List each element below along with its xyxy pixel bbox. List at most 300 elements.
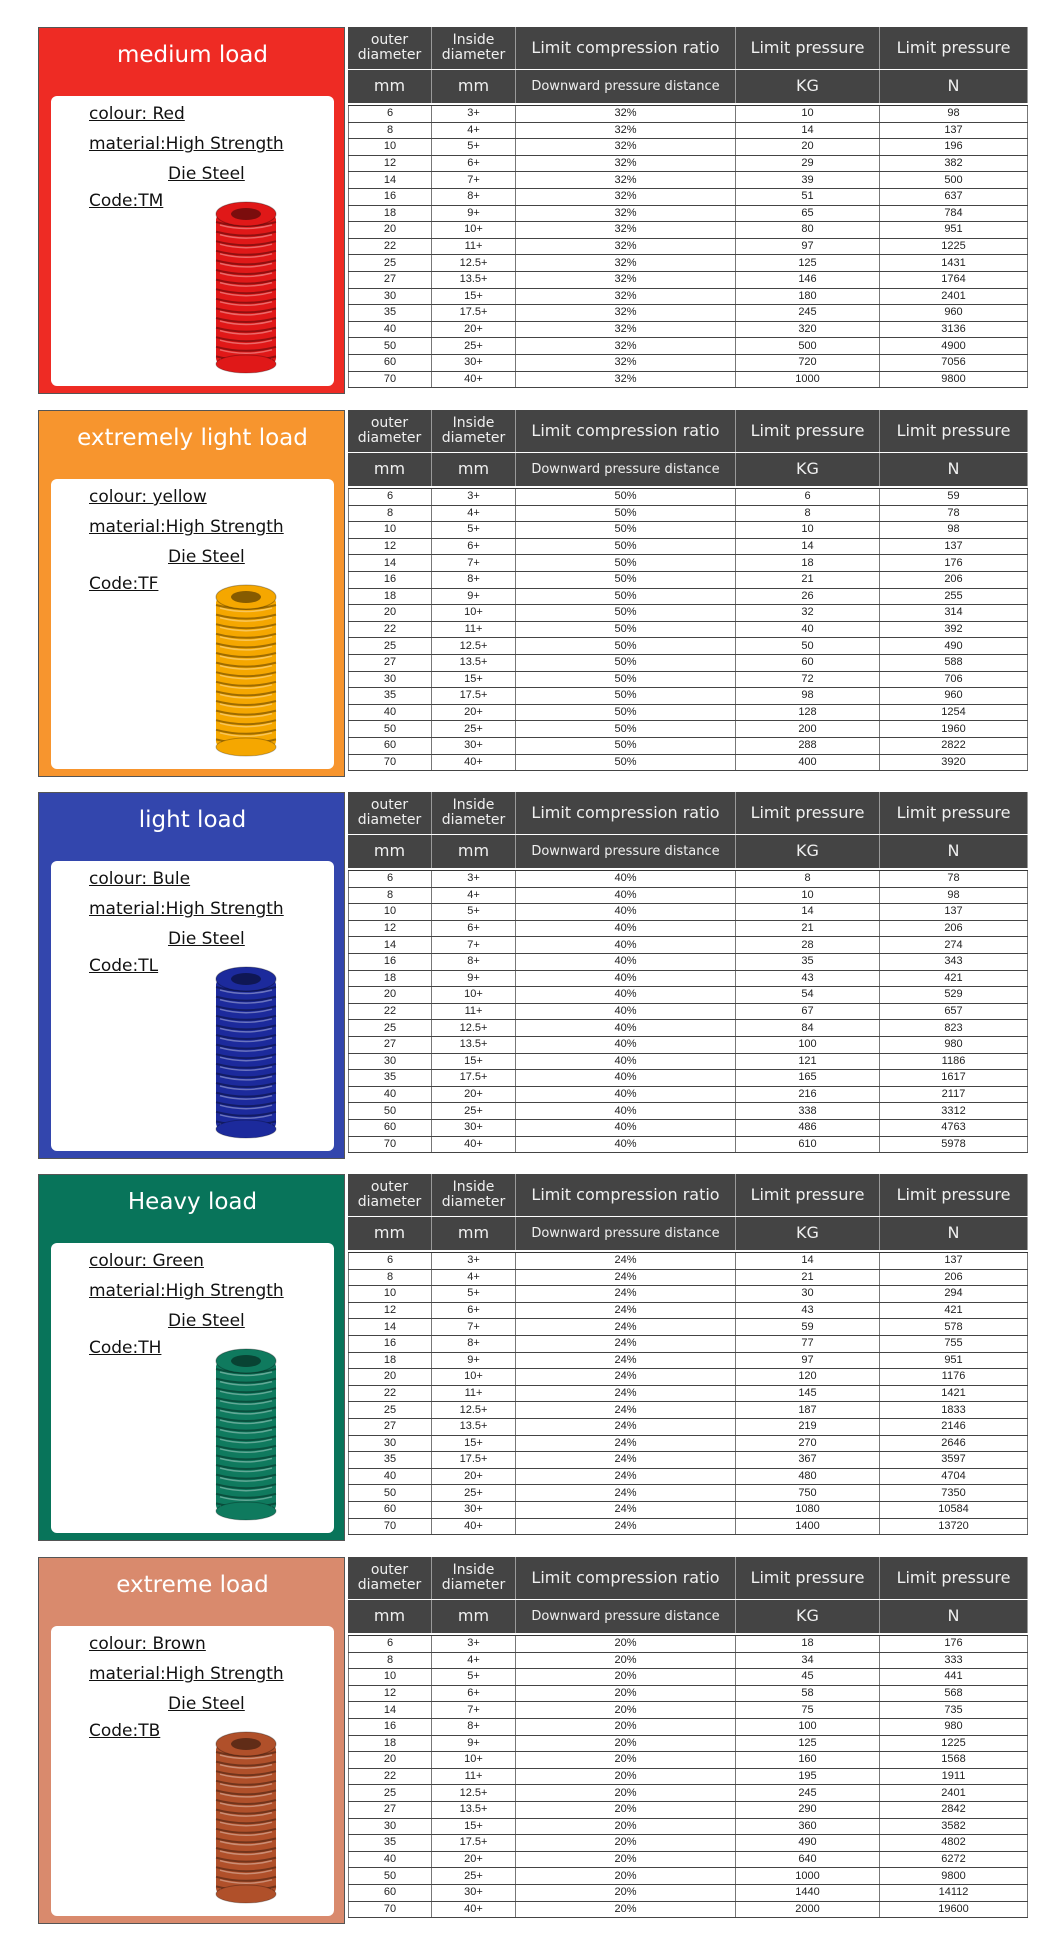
table-row [348, 672, 1028, 689]
spring-image [206, 1347, 286, 1523]
table-cell: 20% [516, 1719, 736, 1735]
table-cell: 32% [516, 355, 736, 371]
table-cell: 1080 [736, 1502, 880, 1518]
table-cell: 568 [880, 1686, 1028, 1702]
table-row [348, 1686, 1028, 1703]
unit-kg-header: KG [736, 453, 880, 486]
table-cell: 176 [880, 1636, 1028, 1652]
inside-diameter-header: Inside diameter [432, 1557, 516, 1599]
table-row [348, 338, 1028, 355]
table-row [348, 1752, 1028, 1769]
table-cell: 3312 [880, 1103, 1028, 1119]
table-cell: 35 [736, 954, 880, 970]
table-row [348, 1519, 1028, 1536]
table-cell: 145 [736, 1386, 880, 1402]
limit-compression-ratio-header: Limit compression ratio [516, 792, 736, 834]
table-cell: 30+ [432, 1885, 516, 1901]
table-row [348, 506, 1028, 523]
table-cell: 441 [880, 1669, 1028, 1685]
table-row [348, 1785, 1028, 1802]
table-cell: 32% [516, 172, 736, 188]
table-row [348, 937, 1028, 954]
table-cell: 40+ [432, 1519, 516, 1535]
table-cell: 24% [516, 1469, 736, 1485]
table-row [348, 239, 1028, 256]
table-row [348, 904, 1028, 921]
table-cell: 25+ [432, 721, 516, 737]
spring-info-card [51, 96, 334, 386]
table-cell: 35 [348, 1835, 432, 1851]
table-row [348, 1120, 1028, 1137]
table-cell: 7+ [432, 172, 516, 188]
table-cell: 78 [880, 871, 1028, 887]
table-cell: 10 [736, 106, 880, 122]
table-cell: 14 [736, 1253, 880, 1269]
table-row [348, 106, 1028, 123]
limit-compression-ratio-header: Limit compression ratio [516, 1174, 736, 1216]
table-cell: 24% [516, 1402, 736, 1418]
table-cell: 13.5+ [432, 1802, 516, 1818]
table-row [348, 589, 1028, 606]
table-cell: 360 [736, 1819, 880, 1835]
table-cell: 200 [736, 721, 880, 737]
spring-info-panel [38, 410, 345, 777]
table-cell: 120 [736, 1369, 880, 1385]
table-cell: 4704 [880, 1469, 1028, 1485]
table-cell: 54 [736, 987, 880, 1003]
table-row [348, 1636, 1028, 1653]
table-row [348, 1835, 1028, 1852]
table-cell: 32% [516, 106, 736, 122]
inside-diameter-header: Inside diameter [432, 792, 516, 834]
table-cell: 7350 [880, 1485, 1028, 1501]
table-cell: 486 [736, 1120, 880, 1136]
table-row [348, 1769, 1028, 1786]
unit-ratio-header: Downward pressure distance [516, 1600, 736, 1633]
table-row [348, 1270, 1028, 1287]
load-type-title: Heavy load [127, 1189, 258, 1215]
table-row [348, 971, 1028, 988]
table-cell: 32% [516, 156, 736, 172]
table-cell: 314 [880, 605, 1028, 621]
table-cell: 30+ [432, 738, 516, 754]
table-cell: 20% [516, 1785, 736, 1801]
limit-pressure-n-header: Limit pressure [880, 1557, 1028, 1599]
table-cell: 97 [736, 239, 880, 255]
table-cell: 16 [348, 954, 432, 970]
table-cell: 50% [516, 506, 736, 522]
table-cell: 637 [880, 189, 1028, 205]
table-cell: 20 [736, 139, 880, 155]
table-cell: 10 [348, 139, 432, 155]
table-cell: 14 [348, 937, 432, 953]
table-cell: 11+ [432, 239, 516, 255]
table-cell: 25+ [432, 1485, 516, 1501]
table-cell: 6 [736, 489, 880, 505]
spring-image [206, 1730, 286, 1906]
table-row [348, 1070, 1028, 1087]
table-cell: 40% [516, 937, 736, 953]
table-row [348, 322, 1028, 339]
table-cell: 30 [348, 289, 432, 305]
table-cell: 5+ [432, 904, 516, 920]
table-cell: 12 [348, 1303, 432, 1319]
table-cell: 50 [348, 1868, 432, 1884]
table-row [348, 222, 1028, 239]
spring-section [38, 1174, 1028, 1541]
colour-line: colour: yellow [89, 487, 207, 507]
table-cell: 40% [516, 904, 736, 920]
table-row [348, 1819, 1028, 1836]
table-cell: 50% [516, 589, 736, 605]
unit-kg-header: KG [736, 1217, 880, 1250]
table-cell: 50 [348, 338, 432, 354]
table-cell: 8 [736, 871, 880, 887]
table-cell: 338 [736, 1103, 880, 1119]
table-cell: 40+ [432, 372, 516, 388]
table-cell: 9+ [432, 589, 516, 605]
unit-inside-header: mm [432, 1217, 516, 1250]
table-cell: 1176 [880, 1369, 1028, 1385]
table-cell: 10584 [880, 1502, 1028, 1518]
table-cell: 30 [736, 1286, 880, 1302]
table-cell: 17.5+ [432, 1835, 516, 1851]
table-cell: 1440 [736, 1885, 880, 1901]
table-cell: 750 [736, 1485, 880, 1501]
table-cell: 72 [736, 672, 880, 688]
table-cell: 421 [880, 1303, 1028, 1319]
table-cell: 35 [348, 1452, 432, 1468]
colour-line: colour: Green [89, 1251, 204, 1271]
table-cell: 18 [348, 589, 432, 605]
table-cell: 32% [516, 139, 736, 155]
table-cell: 10+ [432, 1752, 516, 1768]
table-row [348, 1336, 1028, 1353]
table-cell: 20% [516, 1669, 736, 1685]
table-row [348, 1702, 1028, 1719]
die-steel-line: Die Steel [168, 1694, 245, 1714]
table-cell: 9800 [880, 372, 1028, 388]
table-cell: 1911 [880, 1769, 1028, 1785]
table-cell: 6+ [432, 921, 516, 937]
table-cell: 30 [348, 1819, 432, 1835]
table-cell: 50% [516, 572, 736, 588]
table-row [348, 1253, 1028, 1270]
table-cell: 14 [348, 172, 432, 188]
table-cell: 1186 [880, 1054, 1028, 1070]
table-cell: 8 [348, 123, 432, 139]
table-cell: 1400 [736, 1519, 880, 1535]
table-cell: 21 [736, 1270, 880, 1286]
table-cell: 27 [348, 1037, 432, 1053]
table-cell: 40% [516, 1137, 736, 1153]
table-row [348, 1137, 1028, 1154]
table-cell: 20% [516, 1885, 736, 1901]
table-row [348, 954, 1028, 971]
table-cell: 16 [348, 572, 432, 588]
table-cell: 20% [516, 1852, 736, 1868]
table-cell: 20 [348, 1752, 432, 1768]
table-cell: 51 [736, 189, 880, 205]
table-cell: 20% [516, 1636, 736, 1652]
unit-kg-header: KG [736, 70, 880, 103]
table-cell: 500 [880, 172, 1028, 188]
table-cell: 27 [348, 655, 432, 671]
table-cell: 45 [736, 1669, 880, 1685]
table-row [348, 1736, 1028, 1753]
table-row [348, 172, 1028, 189]
table-row [348, 1852, 1028, 1869]
table-row [348, 1868, 1028, 1885]
limit-pressure-n-header: Limit pressure [880, 27, 1028, 69]
table-cell: 24% [516, 1336, 736, 1352]
table-cell: 60 [348, 1120, 432, 1136]
table-cell: 13.5+ [432, 1419, 516, 1435]
outer-diameter-header: outer diameter [348, 1557, 432, 1599]
table-cell: 2000 [736, 1902, 880, 1918]
table-cell: 32% [516, 255, 736, 271]
table-cell: 12.5+ [432, 255, 516, 271]
table-row [348, 305, 1028, 322]
table-row [348, 755, 1028, 772]
table-cell: 24% [516, 1303, 736, 1319]
table-cell: 25+ [432, 1103, 516, 1119]
spring-info-card [51, 1243, 334, 1533]
table-cell: 13.5+ [432, 1037, 516, 1053]
table-row [348, 655, 1028, 672]
table-cell: 206 [880, 572, 1028, 588]
table-cell: 20% [516, 1802, 736, 1818]
table-cell: 16 [348, 189, 432, 205]
table-cell: 15+ [432, 1436, 516, 1452]
table-cell: 32% [516, 206, 736, 222]
table-row [348, 572, 1028, 589]
table-row [348, 605, 1028, 622]
code-line: Code:TL [89, 956, 159, 976]
table-row [348, 888, 1028, 905]
table-cell: 78 [880, 506, 1028, 522]
table-cell: 4+ [432, 123, 516, 139]
table-cell: 40+ [432, 755, 516, 771]
table-cell: 24% [516, 1519, 736, 1535]
table-cell: 14 [736, 539, 880, 555]
table-row [348, 871, 1028, 888]
table-cell: 25+ [432, 1868, 516, 1884]
spring-info-panel [38, 1557, 345, 1924]
table-cell: 32% [516, 239, 736, 255]
table-cell: 10+ [432, 987, 516, 1003]
table-cell: 8 [348, 1270, 432, 1286]
material-line: material:High Strength [89, 1281, 284, 1301]
table-row [348, 1452, 1028, 1469]
table-cell: 8 [348, 888, 432, 904]
table-cell: 15+ [432, 289, 516, 305]
unit-inside-header: mm [432, 835, 516, 868]
table-cell: 1000 [736, 372, 880, 388]
table-cell: 784 [880, 206, 1028, 222]
table-row [348, 189, 1028, 206]
table-cell: 1431 [880, 255, 1028, 271]
table-cell: 3+ [432, 871, 516, 887]
table-cell: 12 [348, 156, 432, 172]
table-cell: 5+ [432, 1286, 516, 1302]
table-cell: 10 [736, 888, 880, 904]
die-steel-line: Die Steel [168, 929, 245, 949]
table-cell: 30+ [432, 1120, 516, 1136]
die-steel-line: Die Steel [168, 1311, 245, 1331]
table-cell: 30 [348, 672, 432, 688]
table-cell: 20+ [432, 1087, 516, 1103]
table-cell: 5978 [880, 1137, 1028, 1153]
unit-ratio-header: Downward pressure distance [516, 70, 736, 103]
table-row [348, 1885, 1028, 1902]
table-cell: 320 [736, 322, 880, 338]
table-cell: 490 [736, 1835, 880, 1851]
table-cell: 70 [348, 1902, 432, 1918]
table-cell: 245 [736, 1785, 880, 1801]
table-cell: 480 [736, 1469, 880, 1485]
inside-diameter-header: Inside diameter [432, 410, 516, 452]
table-cell: 30 [348, 1054, 432, 1070]
table-cell: 20% [516, 1752, 736, 1768]
table-cell: 1000 [736, 1868, 880, 1884]
table-cell: 70 [348, 755, 432, 771]
table-cell: 18 [348, 1736, 432, 1752]
unit-outer-header: mm [348, 835, 432, 868]
table-row [348, 555, 1028, 572]
table-cell: 6 [348, 106, 432, 122]
material-line: material:High Strength [89, 1664, 284, 1684]
table-cell: 18 [348, 1353, 432, 1369]
table-cell: 3582 [880, 1819, 1028, 1835]
table-row [348, 522, 1028, 539]
table-cell: 529 [880, 987, 1028, 1003]
unit-n-header: N [880, 835, 1028, 868]
table-cell: 40 [348, 1852, 432, 1868]
table-cell: 4802 [880, 1835, 1028, 1851]
table-cell: 50 [348, 1485, 432, 1501]
table-row [348, 355, 1028, 372]
spec-table [348, 1557, 1028, 1924]
table-cell: 15+ [432, 672, 516, 688]
table-row [348, 1103, 1028, 1120]
table-cell: 7+ [432, 1319, 516, 1335]
spring-info-panel [38, 27, 345, 394]
limit-pressure-n-header: Limit pressure [880, 410, 1028, 452]
table-cell: 59 [736, 1319, 880, 1335]
unit-outer-header: mm [348, 1600, 432, 1633]
table-cell: 180 [736, 289, 880, 305]
table-cell: 6 [348, 871, 432, 887]
code-line: Code:TF [89, 574, 159, 594]
table-cell: 13720 [880, 1519, 1028, 1535]
material-line: material:High Strength [89, 134, 284, 154]
colour-line: colour: Brown [89, 1634, 206, 1654]
spring-image [206, 200, 286, 376]
table-cell: 610 [736, 1137, 880, 1153]
table-cell: 32% [516, 372, 736, 388]
table-cell: 20+ [432, 1852, 516, 1868]
table-cell: 8+ [432, 1719, 516, 1735]
table-cell: 2401 [880, 289, 1028, 305]
table-cell: 121 [736, 1054, 880, 1070]
table-cell: 8 [348, 1653, 432, 1669]
table-cell: 24% [516, 1452, 736, 1468]
code-line: Code:TB [89, 1721, 161, 1741]
table-row [348, 1419, 1028, 1436]
table-cell: 1225 [880, 1736, 1028, 1752]
table-cell: 40+ [432, 1137, 516, 1153]
table-cell: 43 [736, 971, 880, 987]
limit-pressure-kg-header: Limit pressure [736, 792, 880, 834]
table-cell: 4+ [432, 1270, 516, 1286]
table-cell: 14112 [880, 1885, 1028, 1901]
table-cell: 40% [516, 871, 736, 887]
table-row [348, 1286, 1028, 1303]
table-row [348, 1037, 1028, 1054]
table-cell: 50% [516, 489, 736, 505]
table-cell: 20% [516, 1702, 736, 1718]
outer-diameter-header: outer diameter [348, 1174, 432, 1216]
table-cell: 16 [348, 1336, 432, 1352]
table-cell: 50% [516, 755, 736, 771]
unit-ratio-header: Downward pressure distance [516, 453, 736, 486]
table-cell: 3920 [880, 755, 1028, 771]
table-cell: 32% [516, 322, 736, 338]
table-cell: 24% [516, 1253, 736, 1269]
table-cell: 40+ [432, 1902, 516, 1918]
table-cell: 2646 [880, 1436, 1028, 1452]
unit-outer-header: mm [348, 70, 432, 103]
table-cell: 15+ [432, 1054, 516, 1070]
table-cell: 20% [516, 1653, 736, 1669]
table-cell: 22 [348, 622, 432, 638]
spring-section [38, 792, 1028, 1159]
table-cell: 12 [348, 921, 432, 937]
unit-n-header: N [880, 1217, 1028, 1250]
unit-ratio-header: Downward pressure distance [516, 1217, 736, 1250]
unit-n-header: N [880, 70, 1028, 103]
table-cell: 980 [880, 1719, 1028, 1735]
table-cell: 10 [348, 1286, 432, 1302]
table-cell: 2146 [880, 1419, 1028, 1435]
unit-kg-header: KG [736, 1600, 880, 1633]
table-cell: 640 [736, 1852, 880, 1868]
table-cell: 20+ [432, 1469, 516, 1485]
table-cell: 382 [880, 156, 1028, 172]
unit-n-header: N [880, 1600, 1028, 1633]
table-row [348, 1669, 1028, 1686]
table-cell: 196 [880, 139, 1028, 155]
table-cell: 40% [516, 971, 736, 987]
table-cell: 100 [736, 1719, 880, 1735]
table-row [348, 1303, 1028, 1320]
table-cell: 17.5+ [432, 688, 516, 704]
spring-section [38, 410, 1028, 777]
table-cell: 59 [880, 489, 1028, 505]
table-cell: 10 [348, 522, 432, 538]
table-cell: 20% [516, 1736, 736, 1752]
table-cell: 8+ [432, 954, 516, 970]
table-cell: 400 [736, 755, 880, 771]
table-cell: 10+ [432, 1369, 516, 1385]
spec-rows [348, 1252, 1028, 1535]
table-cell: 2822 [880, 738, 1028, 754]
table-row [348, 638, 1028, 655]
table-cell: 18 [348, 971, 432, 987]
table-cell: 706 [880, 672, 1028, 688]
table-cell: 11+ [432, 1004, 516, 1020]
